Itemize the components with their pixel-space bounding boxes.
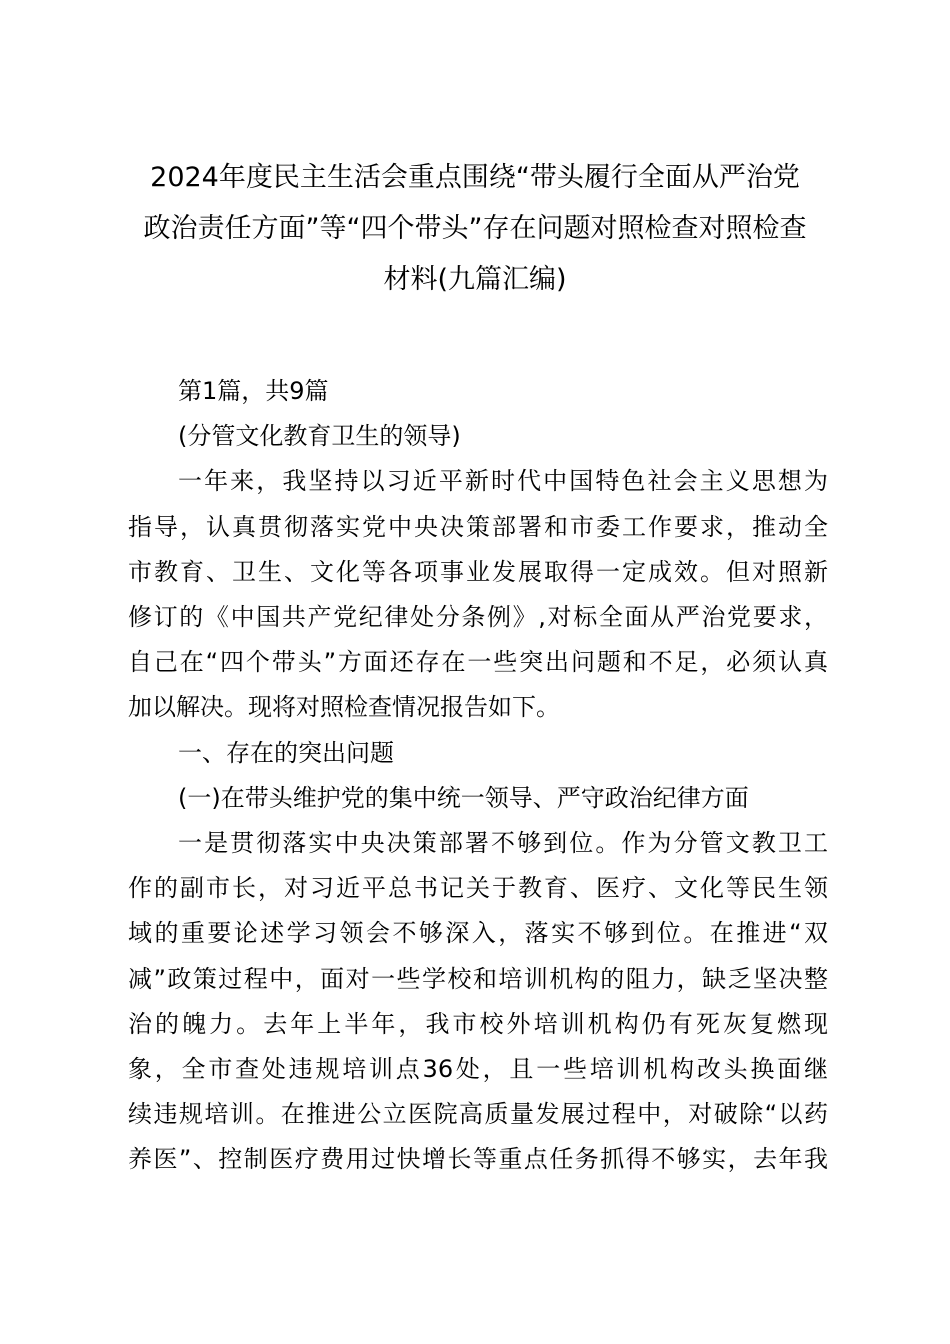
- subsection-heading: (一)在带头维护党的集中统一领导、严守政治纪律方面: [178, 783, 749, 812]
- body-paragraph: [128, 821, 828, 1183]
- subtitle: (分管文化教育卫生的领导): [178, 422, 461, 451]
- paragraph-line: 减”政策过程中，面对一些学校和培训机构的阻力，缺乏坚决整: [128, 964, 828, 993]
- paragraph-line: 续违规培训。在推进公立医院高质量发展过程中，对破除“以药: [128, 1100, 828, 1129]
- paragraph-line: 养医”、控制医疗费用过快增长等重点任务抓得不够实，去年我: [128, 1145, 828, 1174]
- paragraph-line: 域的重要论述学习领会不够深入，落实不够到位。在推进“双: [128, 919, 828, 948]
- paragraph-line: 一年来，我坚持以习近平新时代中国特色社会主义思想为: [178, 467, 828, 496]
- paragraph-line: 修订的《中国共产党纪律处分条例》,对标全面从严治党要求，: [128, 603, 828, 632]
- document-title: [100, 152, 850, 305]
- paragraph-line: 市教育、卫生、文化等各项事业发展取得一定成效。但对照新: [128, 557, 828, 586]
- intro-paragraph: [128, 459, 828, 730]
- title-line: 2024年度民主生活会重点围绕“带头履行全面从严治党: [150, 162, 800, 193]
- paragraph-line: 治的魄力。去年上半年，我市校外培训机构仍有死灰复燃现: [128, 1009, 828, 1038]
- paragraph-line: 一是贯彻落实中央决策部署不够到位。作为分管文教卫工: [178, 829, 828, 858]
- title-line: 政治责任方面”等“四个带头”存在问题对照检查对照检查: [143, 213, 807, 244]
- part-label: 第1篇，共9篇: [178, 377, 329, 405]
- section-heading: 一、存在的突出问题: [178, 738, 394, 767]
- paragraph-line: 加以解决。现将对照检查情况报告如下。: [128, 693, 560, 722]
- document-body: [128, 369, 828, 1183]
- paragraph-line: 自己在“四个带头”方面还存在一些突出问题和不足，必须认真: [128, 648, 828, 677]
- title-line: 材料(九篇汇编): [383, 264, 567, 295]
- paragraph-line: 指导，认真贯彻落实党中央决策部署和市委工作要求，推动全: [128, 512, 828, 541]
- paragraph-line: 作的副市长，对习近平总书记关于教育、医疗、文化等民生领: [128, 874, 828, 903]
- paragraph-line: 象，全市查处违规培训点36处，且一些培训机构改头换面继: [128, 1055, 828, 1084]
